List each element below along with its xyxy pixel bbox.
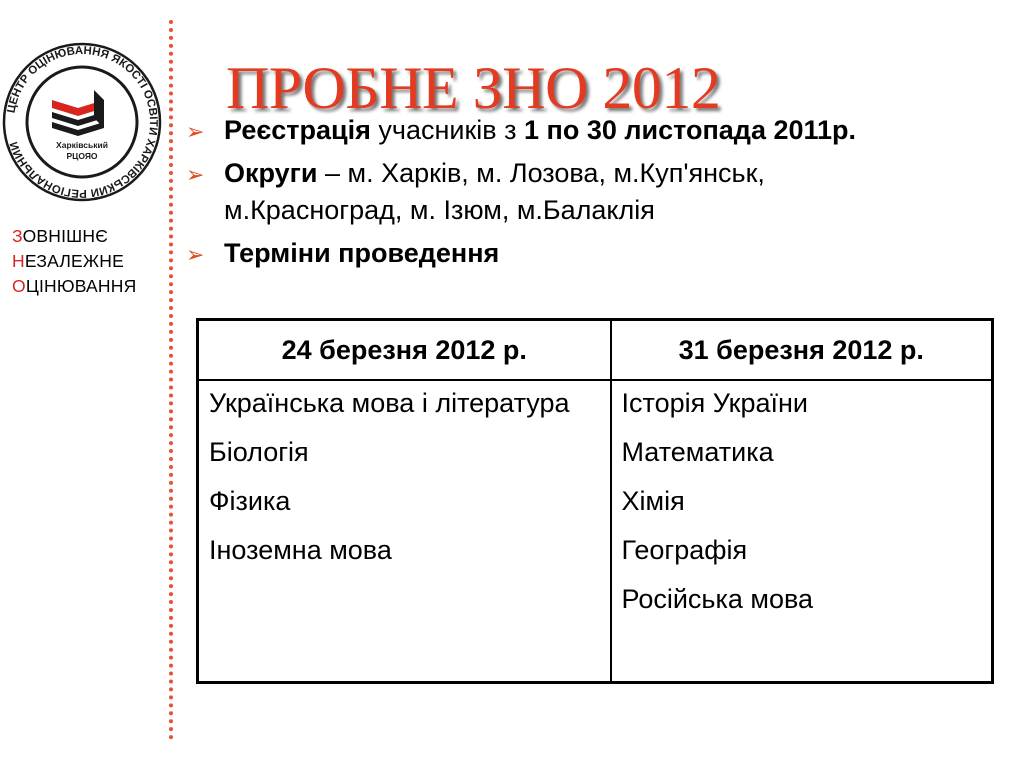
zno-label-line: НЕЗАЛЕЖНЕ (12, 251, 124, 271)
logo-inner-line2: РЦОЯО (66, 151, 98, 161)
zno-label-line: ОЦІНЮВАННЯ (12, 276, 137, 296)
logo-emblem-icon (2, 42, 162, 202)
subject-item: Географія (621, 535, 748, 565)
subject-item: Іноземна мова (209, 535, 392, 565)
bullet-districts: ➢ Округи – м. Харків, м. Лозова, м.Куп'янськ, м.Красноград, м. Ізюм, м.Балаклія (186, 158, 765, 225)
subject-item: Фізика (209, 486, 291, 516)
subject-item: Російська мова (621, 584, 814, 614)
subject-item: Історія України (621, 388, 808, 418)
dotted-separator (169, 20, 173, 740)
table-header-cell: 24 березня 2012 р. (198, 320, 611, 381)
bullet-registration: ➢ Реєстрація учасників з 1 по 30 листопада 2011р. (186, 112, 1022, 149)
slide-title: ПРОБНЕ ЗНО 2012 (226, 55, 721, 121)
organization-logo (2, 42, 162, 202)
logo-inner-line1: Харківський (56, 140, 108, 150)
bullet-arrow-icon: ➢ (186, 242, 205, 267)
table-header-row (198, 320, 993, 381)
bullet-list (186, 112, 1022, 278)
zno-side-label (12, 224, 136, 299)
bullet-arrow-icon: ➢ (186, 162, 205, 187)
bullet-arrow-icon: ➢ (186, 119, 205, 144)
subject-item: Хімія (621, 486, 685, 516)
schedule-table (196, 318, 994, 684)
table-row (198, 380, 993, 683)
subject-item: Біологія (209, 437, 309, 467)
zno-label-line: ЗОВНІШНЄ (12, 226, 109, 246)
subjects-cell-march-24 (198, 380, 611, 683)
table-header-cell: 31 березня 2012 р. (611, 320, 993, 381)
bullet-dates: ➢ Терміни проведення (186, 235, 1022, 272)
subjects-cell-march-31 (611, 380, 993, 683)
logo-ring-text: ЦЕНТР ОЦІНЮВАННЯ ЯКОСТІ ОСВІТИ ХАРКІВСЬКИЙ РЕГІОНАЛЬНИЙ (5, 44, 160, 200)
subject-item: Українська мова і література (209, 388, 570, 418)
subject-item: Математика (621, 437, 774, 467)
